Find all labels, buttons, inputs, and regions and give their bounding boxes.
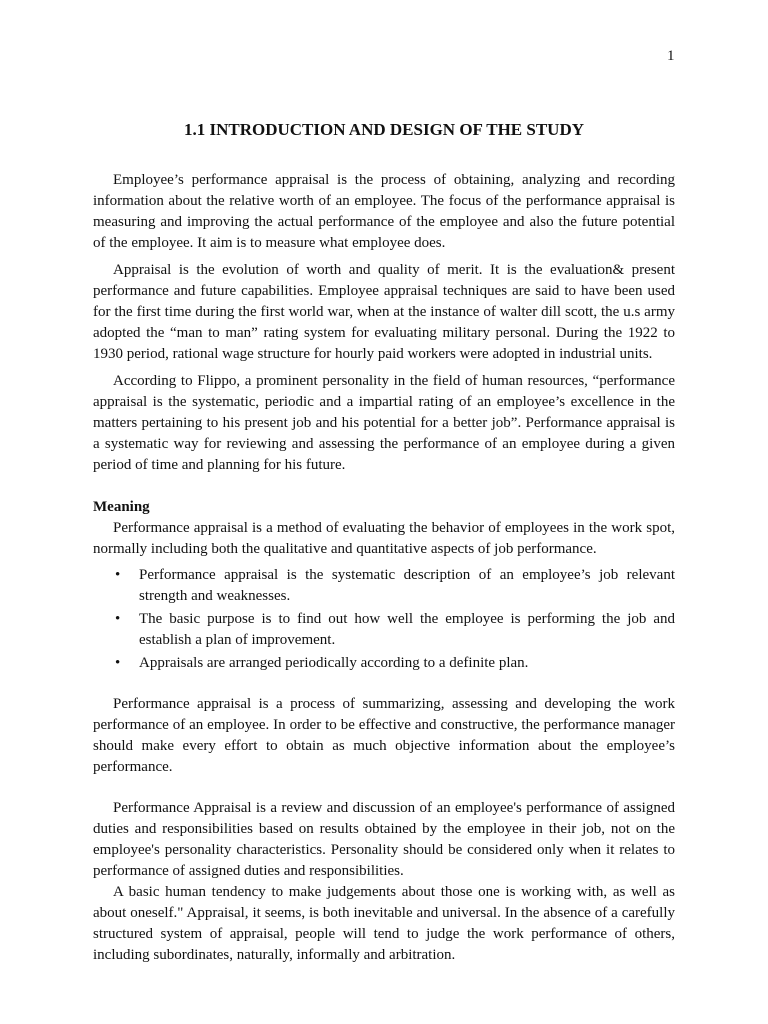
intro-paragraph-1: Employee’s performance appraisal is the process of obtaining, analyzing and recording information about the relative worth of an employee. The focus of the performance appraisal is measuring and improving the actual performance of the employee and also the future potential of the employee. It aim is to measure what employee does. — [93, 172, 675, 251]
closing-paragraph-1: Performance appraisal is a process of summarizing, assessing and developing the work performance of an employee. In order to be effective and constructive, the performance manager should make every effort to obtain as much objective information about the employee’s performance. — [93, 696, 675, 775]
bullet-icon: • — [115, 655, 121, 671]
bullet-icon: • — [115, 567, 121, 583]
list-item — [93, 609, 675, 651]
list-item — [93, 565, 675, 607]
intro-paragraph-3: According to Flippo, a prominent personality in the field of human resources, “performance appraisal is the systematic, periodic and a impartial rating of an employee’s excellence in the matters pertaining to his present job and his potential for a better job”. Performance appraisal is a systematic way for reviewing and assessing the performance of an employee during a given period of time and planning for his future. — [93, 373, 675, 473]
bullet-icon: • — [115, 611, 121, 627]
page-number: 1 — [667, 48, 675, 64]
intro-paragraph-2: Appraisal is the evolution of worth and quality of merit. It is the evaluation& present performance and future capabilities. Employee appraisal techniques are said to have been used for the first time during the first world war, when at the instance of walter dill scott, the u.s army adopted the “man to man” rating system for evaluating military personal. During the 1922 to 1930 period, rational wage structure for hourly paid workers were adopted in industrial units. — [93, 262, 675, 362]
closing-paragraph-3: A basic human tendency to make judgements about those one is working with, as well as about oneself." Appraisal, it seems, is both inevitable and universal. In the absence of a carefully structured system of appraisal, people will tend to judge the work performance of others, including subordinates, naturally, informally and arbitration. — [93, 884, 675, 963]
page-title: 1.1 INTRODUCTION AND DESIGN OF THE STUDY — [183, 120, 585, 139]
list-item-text: The basic purpose is to find out how well the employee is performing the job and establish a plan of improvement. — [139, 611, 675, 648]
meaning-paragraph: Performance appraisal is a method of evaluating the behavior of employees in the work spot, normally including both the qualitative and quantitative aspects of job performance. — [93, 520, 675, 557]
closing-paragraph-2: Performance Appraisal is a review and discussion of an employee's performance of assigned duties and responsibilities based on results obtained by the employee in their job, not on the employee's personality characteristics. Personality should be considered only when it relates to performance of assigned duties and responsibilities. — [93, 800, 675, 879]
meaning-bullet-list — [93, 565, 675, 674]
section-heading-meaning: Meaning — [93, 499, 150, 515]
list-item-text: Performance appraisal is the systematic description of an employee’s job relevant strength and weaknesses. — [139, 567, 675, 604]
list-item — [93, 653, 675, 674]
document-body — [93, 170, 675, 966]
list-item-text: Appraisals are arranged periodically according to a definite plan. — [139, 655, 529, 671]
